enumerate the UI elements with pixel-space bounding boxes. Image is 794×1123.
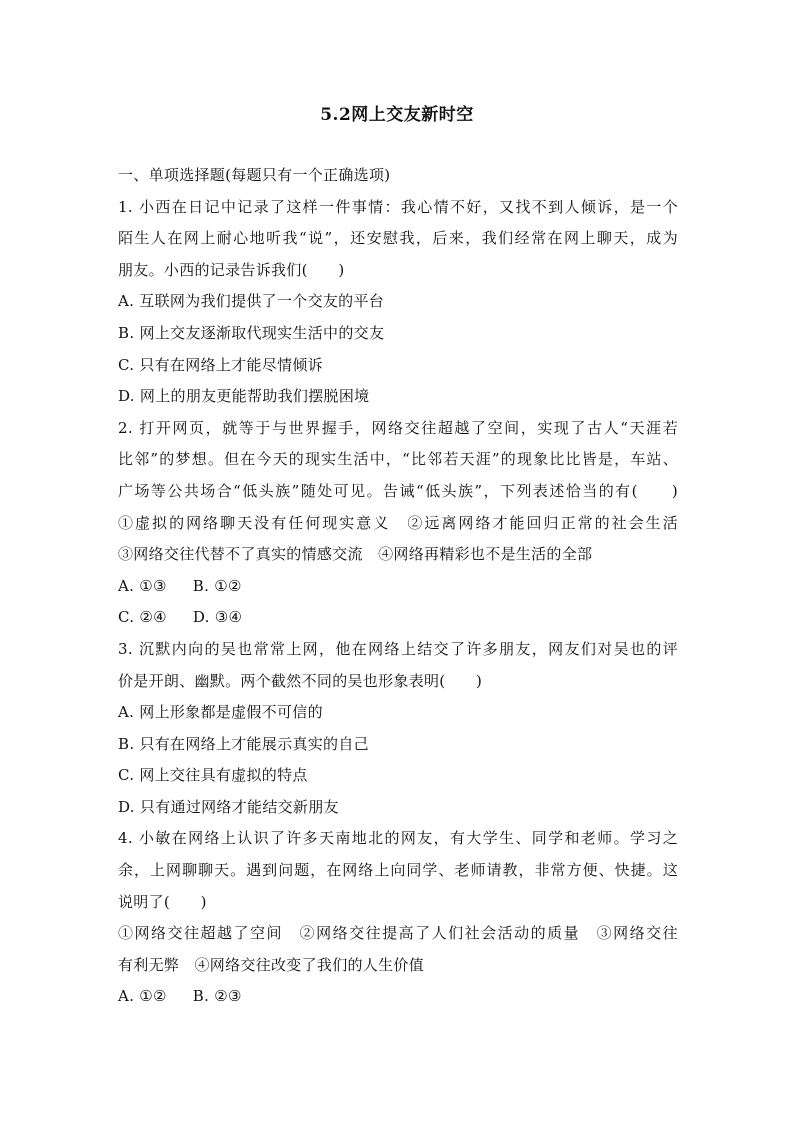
option-d: D. ③④ bbox=[192, 608, 243, 627]
option-d: D. 只有通过网络才能结交新朋友 bbox=[118, 797, 339, 816]
document-title: 5.2网上交友新时空 bbox=[320, 105, 474, 125]
question-stem-line: 说明了( ) bbox=[118, 892, 207, 911]
option-a: A. ①② bbox=[118, 987, 167, 1006]
option-c: C. 网上交往具有虚拟的特点 bbox=[118, 766, 308, 785]
question-stem-line: 朋友。小西的记录告诉我们( ) bbox=[118, 260, 345, 279]
option-a: A. 互联网为我们提供了一个交友的平台 bbox=[118, 292, 385, 311]
question-stem-line: 2. 打开网页，就等于与世界握手，网络交往超越了空间，实现了古人“天涯若 bbox=[118, 418, 678, 437]
question-1 bbox=[118, 192, 678, 413]
statement-line: 有利无弊 ④网络交往改变了我们的人生价值 bbox=[118, 955, 425, 974]
question-stem-line: 余，上网聊聊天。遇到问题，在网络上向同学、老师请教，非常方便、快捷。这 bbox=[118, 861, 678, 880]
option-row bbox=[118, 602, 678, 634]
question-stem-line: 1. 小西在日记中记录了这样一件事情：我心情不好，又找不到人倾诉，是一个 bbox=[118, 197, 678, 216]
option-a: A. 网上形象都是虚假不可信的 bbox=[118, 703, 323, 722]
question-stem-line: 比邻”的梦想。但在今天的现实生活中，“比邻若天涯”的现象比比皆是，车站、 bbox=[118, 450, 678, 469]
statement-line: ①网络交往超越了空间 ②网络交往提高了人们社会活动的质量 ③网络交往 bbox=[118, 924, 678, 943]
statement-line: ③网络交往代替不了真实的情感交流 ④网络再精彩也不是生活的全部 bbox=[118, 545, 593, 564]
question-stem-line: 3. 沉默内向的吴也常常上网，他在网络上结交了许多朋友，网友们对吴也的评 bbox=[118, 639, 678, 658]
statement-line: ①虚拟的网络聊天没有任何现实意义 ②远离网络才能回归正常的社会生活 bbox=[118, 513, 678, 532]
question-2 bbox=[118, 413, 678, 634]
section-heading: 一、单项选择题(每题只有一个正确选项) bbox=[118, 166, 391, 184]
question-stem-line: 陌生人在网上耐心地听我“说”，还安慰我，后来，我们经常在网上聊天，成为 bbox=[118, 229, 678, 248]
question-3 bbox=[118, 634, 678, 824]
option-b: B. ②③ bbox=[192, 987, 242, 1006]
option-d: D. 网上的朋友更能帮助我们摆脱困境 bbox=[118, 387, 370, 406]
document-body bbox=[118, 160, 678, 1013]
option-c: C. 只有在网络上才能尽情倾诉 bbox=[118, 355, 323, 374]
option-row bbox=[118, 981, 678, 1013]
question-stem-line: 4. 小敏在网络上认识了许多天南地北的网友，有大学生、同学和老师。学习之 bbox=[118, 829, 678, 848]
option-c: C. ②④ bbox=[118, 608, 167, 627]
option-b: B. 网上交友逐渐取代现实生活中的交友 bbox=[118, 323, 385, 342]
question-4 bbox=[118, 823, 678, 1013]
question-stem-line: 价是开朗、幽默。两个截然不同的吴也形象表明( ) bbox=[118, 671, 483, 690]
option-a: A. ①③ bbox=[118, 576, 167, 595]
option-row bbox=[118, 571, 678, 603]
option-b: B. ①② bbox=[192, 576, 242, 595]
question-stem-line: 广场等公共场合“低头族”随处可见。告诫“低头族”，下列表述恰当的有( ) bbox=[118, 481, 678, 500]
option-b: B. 只有在网络上才能展示真实的自己 bbox=[118, 734, 369, 753]
